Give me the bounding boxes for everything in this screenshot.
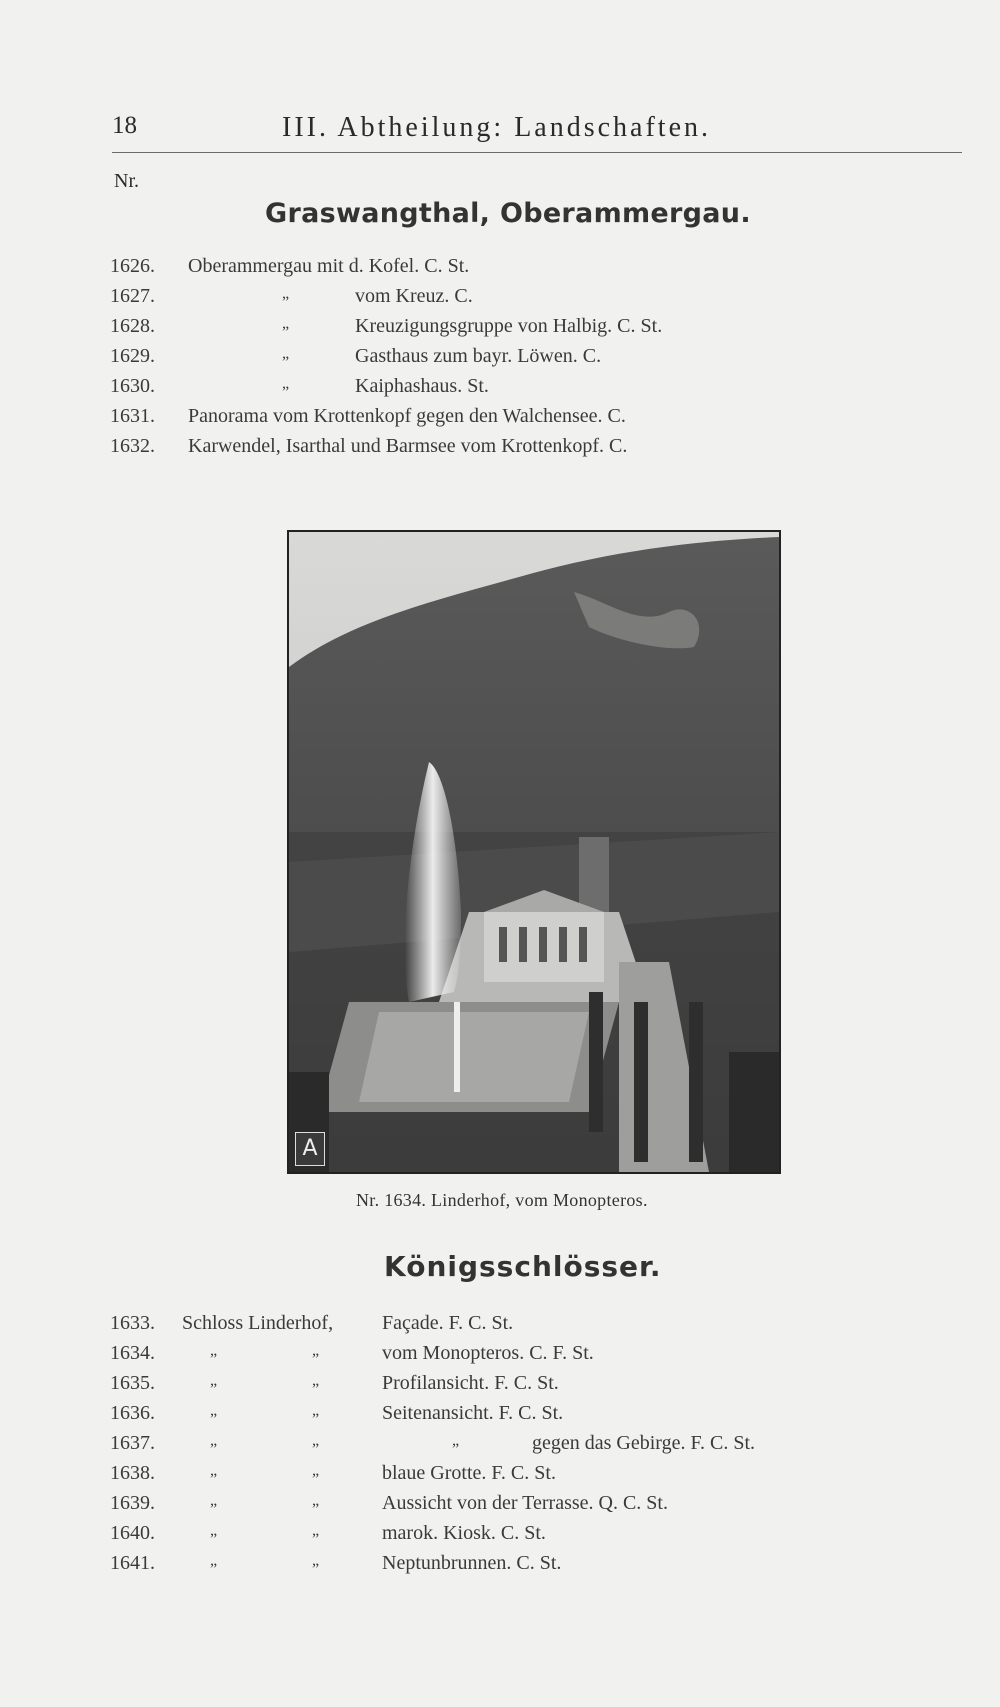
entry-title: Seitenansicht. F. C. St. (382, 1402, 564, 1424)
catalog-entry (0, 1342, 1000, 1372)
catalog-entry (0, 1492, 1000, 1522)
catalog-entry (0, 1522, 1000, 1552)
catalog-entry (0, 285, 1000, 315)
page-number: 18 (112, 112, 137, 139)
ditto-mark: „ (312, 1432, 320, 1449)
photo-caption: Nr. 1634. Linderhof, vom Monopteros. (356, 1190, 648, 1210)
section-heading-koenigsschloesser: Königsschlösser. (384, 1250, 662, 1283)
entry-number: 1630. (110, 375, 155, 397)
ditto-mark: „ (210, 1552, 218, 1569)
entry-title: Neptunbrunnen. C. St. (382, 1552, 562, 1574)
entry-number: 1632. (110, 435, 155, 457)
catalog-entry (0, 315, 1000, 345)
ditto-mark: „ (312, 1552, 320, 1569)
ditto-mark: „ (210, 1342, 218, 1359)
entry-number: 1638. (110, 1462, 155, 1484)
entry-number: 1631. (110, 405, 155, 427)
publisher-monogram: A (295, 1132, 325, 1166)
catalog-entry (0, 405, 1000, 435)
ditto-mark: „ (210, 1402, 218, 1419)
entry-title: Gasthaus zum bayr. Löwen. C. (355, 345, 602, 367)
ditto-mark: „ (312, 1492, 320, 1509)
running-head (112, 112, 962, 152)
ditto-mark: „ (282, 315, 290, 332)
entry-title: gegen das Gebirge. F. C. St. (532, 1432, 756, 1454)
ditto-mark: „ (312, 1402, 320, 1419)
entry-title: Karwendel, Isarthal und Barmsee vom Krottenkopf. C. (188, 435, 628, 457)
catalog-entry (0, 1372, 1000, 1402)
photo-illustration (289, 532, 779, 1172)
section-heading-graswangthal: Graswangthal, Oberammergau. (265, 198, 751, 229)
entry-place: Schloss Linderhof, (182, 1312, 334, 1334)
entry-number: 1633. (110, 1312, 155, 1334)
catalog-entry (0, 255, 1000, 285)
entry-title: Kaiphashaus. St. (355, 375, 489, 397)
catalog-entry (0, 1462, 1000, 1492)
running-title: III. Abtheilung: Landschaften. (282, 112, 712, 143)
entry-number: 1636. (110, 1402, 155, 1424)
ditto-mark: „ (210, 1462, 218, 1479)
ditto-mark: „ (210, 1492, 218, 1509)
entry-title: vom Kreuz. C. (355, 285, 473, 307)
entry-title: Aussicht von der Terrasse. Q. C. St. (382, 1492, 668, 1514)
entry-number: 1634. (110, 1342, 155, 1364)
nr-column-label: Nr. (114, 170, 139, 192)
header-rule (112, 152, 962, 153)
ditto-mark: „ (312, 1462, 320, 1479)
ditto-mark: „ (312, 1372, 320, 1389)
catalog-entry (0, 435, 1000, 465)
entry-title: Profilansicht. F. C. St. (382, 1372, 559, 1394)
entry-number: 1637. (110, 1432, 155, 1454)
ditto-mark: „ (312, 1522, 320, 1539)
entry-title: Panorama vom Krottenkopf gegen den Walchensee. C. (188, 405, 626, 427)
catalog-entry (0, 1432, 1000, 1462)
catalog-entry (0, 1312, 1000, 1342)
ditto-mark: „ (282, 375, 290, 392)
linderhof-photograph (287, 530, 781, 1174)
entry-number: 1626. (110, 255, 155, 277)
catalog-entry (0, 1402, 1000, 1432)
entry-number: 1627. (110, 285, 155, 307)
entry-number: 1629. (110, 345, 155, 367)
ditto-mark: „ (312, 1342, 320, 1359)
entry-number: 1639. (110, 1492, 155, 1514)
ditto-mark: „ (282, 345, 290, 362)
catalog-entry (0, 1552, 1000, 1582)
entry-number: 1640. (110, 1522, 155, 1544)
ditto-mark: „ (210, 1432, 218, 1449)
entry-number: 1635. (110, 1372, 155, 1394)
ditto-mark: „ (210, 1522, 218, 1539)
ditto-mark: „ (452, 1432, 460, 1449)
entry-title: marok. Kiosk. C. St. (382, 1522, 546, 1544)
ditto-mark: „ (210, 1372, 218, 1389)
entry-title: blaue Grotte. F. C. St. (382, 1462, 556, 1484)
entry-title: Oberammergau mit d. Kofel. C. St. (188, 255, 470, 277)
entry-title: vom Monopteros. C. F. St. (382, 1342, 594, 1364)
catalog-entry (0, 375, 1000, 405)
catalog-entry (0, 345, 1000, 375)
entry-title: Façade. F. C. St. (382, 1312, 514, 1334)
ditto-mark: „ (282, 285, 290, 302)
entry-title: Kreuzigungsgruppe von Halbig. C. St. (355, 315, 663, 337)
entry-number: 1628. (110, 315, 155, 337)
entry-number: 1641. (110, 1552, 155, 1574)
